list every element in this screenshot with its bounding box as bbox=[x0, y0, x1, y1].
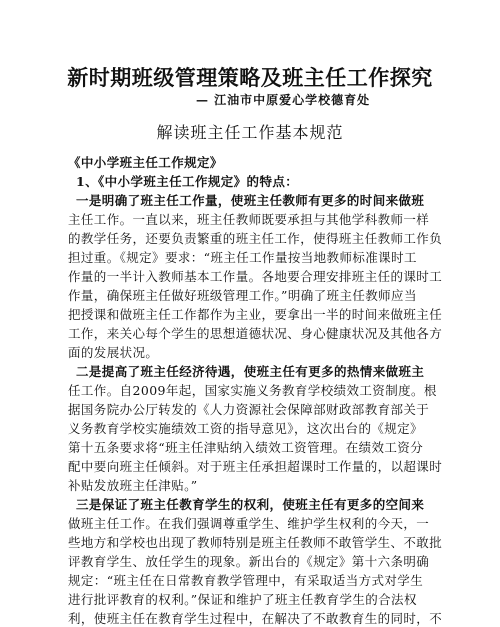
paragraph-line: 第十五条要求将“班主任津贴纳入绩效工资管理。在绩效工资分 bbox=[68, 440, 424, 455]
document-title: 新时期班级管理策略及班主任工作探究 bbox=[67, 66, 433, 90]
paragraph-line: 作量，确保班主任做好班级管理工作。”明确了班主任教师应当 bbox=[68, 288, 417, 303]
paragraph-line: 配中要向班主任倾斜。对于班主任承担超课时工作量的，以超课时 bbox=[68, 459, 443, 474]
paragraph-heading: 《中小学班主任工作规定》 bbox=[68, 155, 223, 170]
paragraph-line: 评教育学生、放任学生的现象。新出台的《规定》第十六条明确 bbox=[68, 554, 430, 569]
document-subtitle: — 江油市中原爱心学校德育处 bbox=[196, 93, 371, 107]
paragraph-line: 二是提高了班主任经济待遇，使班主任有更多的热情来做班主 bbox=[76, 364, 425, 379]
paragraph-line: 做班主任工作。在我们强调尊重学生、维护学生权利的今天，一 bbox=[68, 516, 430, 531]
paragraph-line: 补贴发放班主任津贴。” bbox=[68, 478, 198, 493]
paragraph-line: 主任工作。一直以来，班主任教师既要承担与其他学科教师一样 bbox=[68, 212, 430, 227]
paragraph-line: 工作，来关心每个学生的思想道德状况、身心健康状况及其他各方 bbox=[68, 326, 443, 341]
paragraph-subheading: 1、《中小学班主任工作规定》的特点： bbox=[76, 174, 299, 189]
paragraph-line: 把授课和做班主任工作都作为主业，要拿出一半的时间来做班主任 bbox=[68, 307, 443, 322]
paragraph-line: 利，使班主任在教育学生过程中，在解决了不敢教育生的同时，不 bbox=[68, 611, 443, 626]
paragraph-line: 的教学任务，还要负责繁重的班主任工作，使得班主任教师工作负 bbox=[68, 231, 443, 246]
paragraph-line: 规定：“班主任在日常教育教学管理中，有采取适当方式对学生 bbox=[68, 573, 424, 588]
paragraph-line: 任工作。自2009年起，国家实施义务教育学校绩效工资制度。根 bbox=[68, 383, 437, 398]
paragraph-line: 作量的一半计入教师基本工作量。各地要合理安排班主任的课时工 bbox=[68, 269, 443, 284]
paragraph-line: 面的发展状况。 bbox=[68, 345, 159, 360]
paragraph-line: 些地方和学校也出现了教师特别是班主任教师不敢管学生、不敢批 bbox=[68, 535, 443, 550]
paragraph-line: 据国务院办公厅转发的《人力资源社会保障部财政部教育部关于 bbox=[68, 402, 430, 417]
section-title: 解读班主任工作基本规范 bbox=[156, 123, 344, 142]
paragraph-line: 三是保证了班主任教育学生的权利，使班主任有更多的空间来 bbox=[76, 497, 425, 512]
paragraph-line: 义务教育学校实施绩效工资的指导意见》，这次出台的《规定》 bbox=[68, 421, 423, 436]
paragraph-line: 一是明确了班主任工作量，使班主任教师有更多的时间来做班 bbox=[76, 193, 425, 208]
paragraph-line: 进行批评教育的权利。”保证和维护了班主任教育学生的合法权 bbox=[68, 592, 417, 607]
paragraph-line: 担过重。《规定》要求：“班主任工作量按当地教师标准课时工 bbox=[68, 250, 417, 265]
